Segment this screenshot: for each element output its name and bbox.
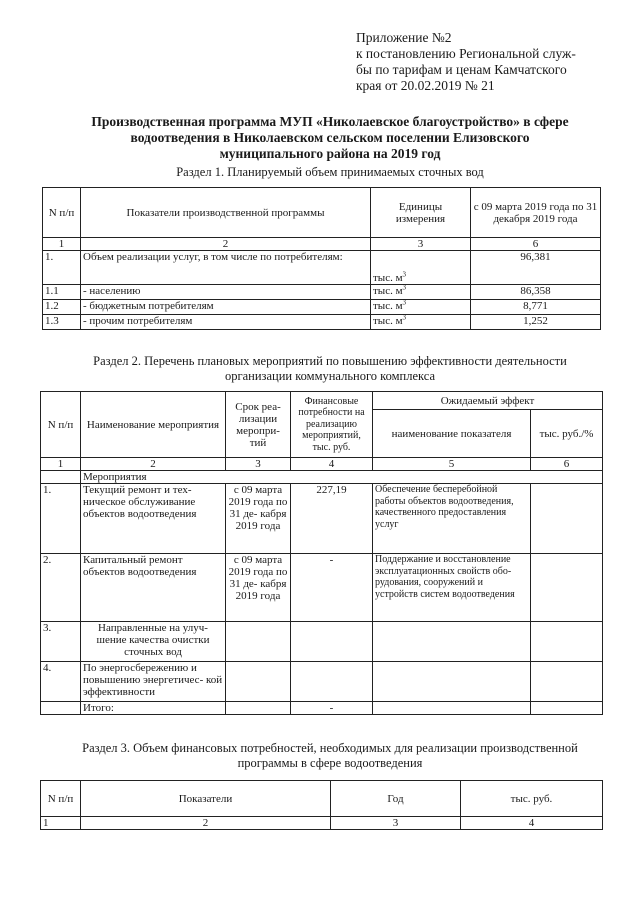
header-indicator: Показатели <box>81 781 331 817</box>
row-unit: тыс. $м^3$ <box>371 285 471 300</box>
title-line: Производственная программа МУП «Николаевское благоустройство» в сфере <box>91 114 569 129</box>
header-term: Срок реа- лизации меропри- тий <box>226 392 291 458</box>
header-num: N п/п <box>41 781 81 817</box>
col-number: 2 <box>81 458 226 471</box>
header-effect-unit: тыс. руб./% <box>531 410 603 458</box>
row-value <box>531 662 603 702</box>
col-number: 3 <box>226 458 291 471</box>
header-finance: Финансовые потребности на реализацию мероприятий, тыс. руб. <box>291 392 373 458</box>
appendix-note <box>356 30 626 94</box>
table-row <box>41 622 603 662</box>
total-label: Итого: <box>81 702 226 715</box>
row-name: Текущий ремонт и тех- ническое обслуживание объектов водоотведения <box>81 484 226 554</box>
document-title <box>40 114 620 162</box>
row-finance: - <box>291 554 373 622</box>
col-number: 4 <box>291 458 373 471</box>
row-value: 86,358 <box>471 285 601 300</box>
section2-heading <box>40 354 620 384</box>
table-row <box>43 285 601 300</box>
row-finance: 227,19 <box>291 484 373 554</box>
row-unit: тыс. $м^3$ <box>371 315 471 330</box>
col-number: 1 <box>43 238 81 251</box>
row-value <box>531 554 603 622</box>
header-period: с 09 марта 2019 года по 31 декабря 2019 года <box>471 188 601 238</box>
group-label: Мероприятия <box>81 471 603 484</box>
header-num: N п/п <box>43 188 81 238</box>
col-number: 2 <box>81 817 331 830</box>
row-effect: Обеспечение бесперебойной работы объектов водоотведения, качественного предоставления услуг <box>373 484 531 554</box>
row-finance <box>291 662 373 702</box>
col-number: 6 <box>531 458 603 471</box>
header-num: N п/п <box>41 392 81 458</box>
appendix-line: бы по тарифам и ценам Камчатского <box>356 62 567 77</box>
col-number: 1 <box>41 817 81 830</box>
header-unit: Единицы измерения <box>371 188 471 238</box>
col-number: 1 <box>41 458 81 471</box>
col-number: 5 <box>373 458 531 471</box>
appendix-line: к постановлению Региональной служ- <box>356 46 576 61</box>
row-name: - населению <box>81 285 371 300</box>
table-row <box>43 300 601 315</box>
col-number: 6 <box>471 238 601 251</box>
row-unit: тыс. $м^3$ <box>371 300 471 315</box>
table-row <box>43 315 601 330</box>
row-num: 1.1 <box>43 285 81 300</box>
row-value <box>531 622 603 662</box>
row-num: 1. <box>41 484 81 554</box>
row-name: Капитальный ремонт объектов водоотведения <box>81 554 226 622</box>
header-effect-name: наименование показателя <box>373 410 531 458</box>
col-number: 3 <box>331 817 461 830</box>
row-name: - бюджетным потребителям <box>81 300 371 315</box>
row-name: По энергосбережению и повышению энергетичес- кой эффективности <box>81 662 226 702</box>
total-row <box>41 702 603 715</box>
row-effect: Поддержание и восстановление эксплуатационных свойств обо- рудования, сооружений и устройств систем водоотведения <box>373 554 531 622</box>
title-line: муниципального района на 2019 год <box>219 146 441 161</box>
title-line: водоотведения в Николаевском сельском поселении Елизовского <box>130 130 530 145</box>
table-row <box>43 251 601 285</box>
row-effect <box>373 662 531 702</box>
col-number: 4 <box>461 817 603 830</box>
section3-table <box>40 780 603 830</box>
row-num: 4. <box>41 662 81 702</box>
appendix-line: Приложение №2 <box>356 30 452 45</box>
row-effect <box>373 622 531 662</box>
row-name: Направленные на улуч- шение качества очистки сточных вод <box>81 622 226 662</box>
row-value: 1,252 <box>471 315 601 330</box>
section3-heading <box>30 741 630 771</box>
col-number: 3 <box>371 238 471 251</box>
row-term: с 09 марта 2019 года по 31 де- кабря 2019 года <box>226 484 291 554</box>
row-name: - прочим потребителям <box>81 315 371 330</box>
row-value <box>531 484 603 554</box>
heading-line: организации коммунального комплекса <box>224 369 436 383</box>
heading-line: программы в сфере водоотведения <box>237 756 423 770</box>
row-term <box>226 622 291 662</box>
row-term <box>226 662 291 702</box>
header-indicator: Показатели производственной программы <box>81 188 371 238</box>
row-num: 3. <box>41 622 81 662</box>
row-name: Объем реализации услуг, в том числе по потребителям: <box>81 251 371 285</box>
heading-line: Раздел 2. Перечень плановых мероприятий по повышению эффективности деятельности <box>93 354 567 368</box>
appendix-line: края от 20.02.2019 № 21 <box>356 78 495 93</box>
row-num: 1. <box>43 251 81 285</box>
header-name: Наименование мероприятия <box>81 392 226 458</box>
row-finance <box>291 622 373 662</box>
header-amount: тыс. руб. <box>461 781 603 817</box>
table-row <box>41 554 603 622</box>
section1-heading: Раздел 1. Планируемый объем принимаемых сточных вод <box>176 165 484 179</box>
header-year: Год <box>331 781 461 817</box>
section2-table <box>40 391 603 715</box>
row-num: 1.2 <box>43 300 81 315</box>
table-row <box>41 662 603 702</box>
header-effect: Ожидаемый эффект <box>373 392 603 410</box>
col-number: 2 <box>81 238 371 251</box>
row-term: с 09 марта 2019 года по 31 де- кабря 2019 года <box>226 554 291 622</box>
total-value: - <box>291 702 373 715</box>
row-unit: тыс. $м^3$ <box>371 251 471 285</box>
heading-line: Раздел 3. Объем финансовых потребностей, необходимых для реализации производственной <box>82 741 578 755</box>
row-value: 96,381 <box>471 251 601 285</box>
section1-table <box>42 187 601 330</box>
row-value: 8,771 <box>471 300 601 315</box>
row-num: 1.3 <box>43 315 81 330</box>
table-row <box>41 484 603 554</box>
row-num: 2. <box>41 554 81 622</box>
